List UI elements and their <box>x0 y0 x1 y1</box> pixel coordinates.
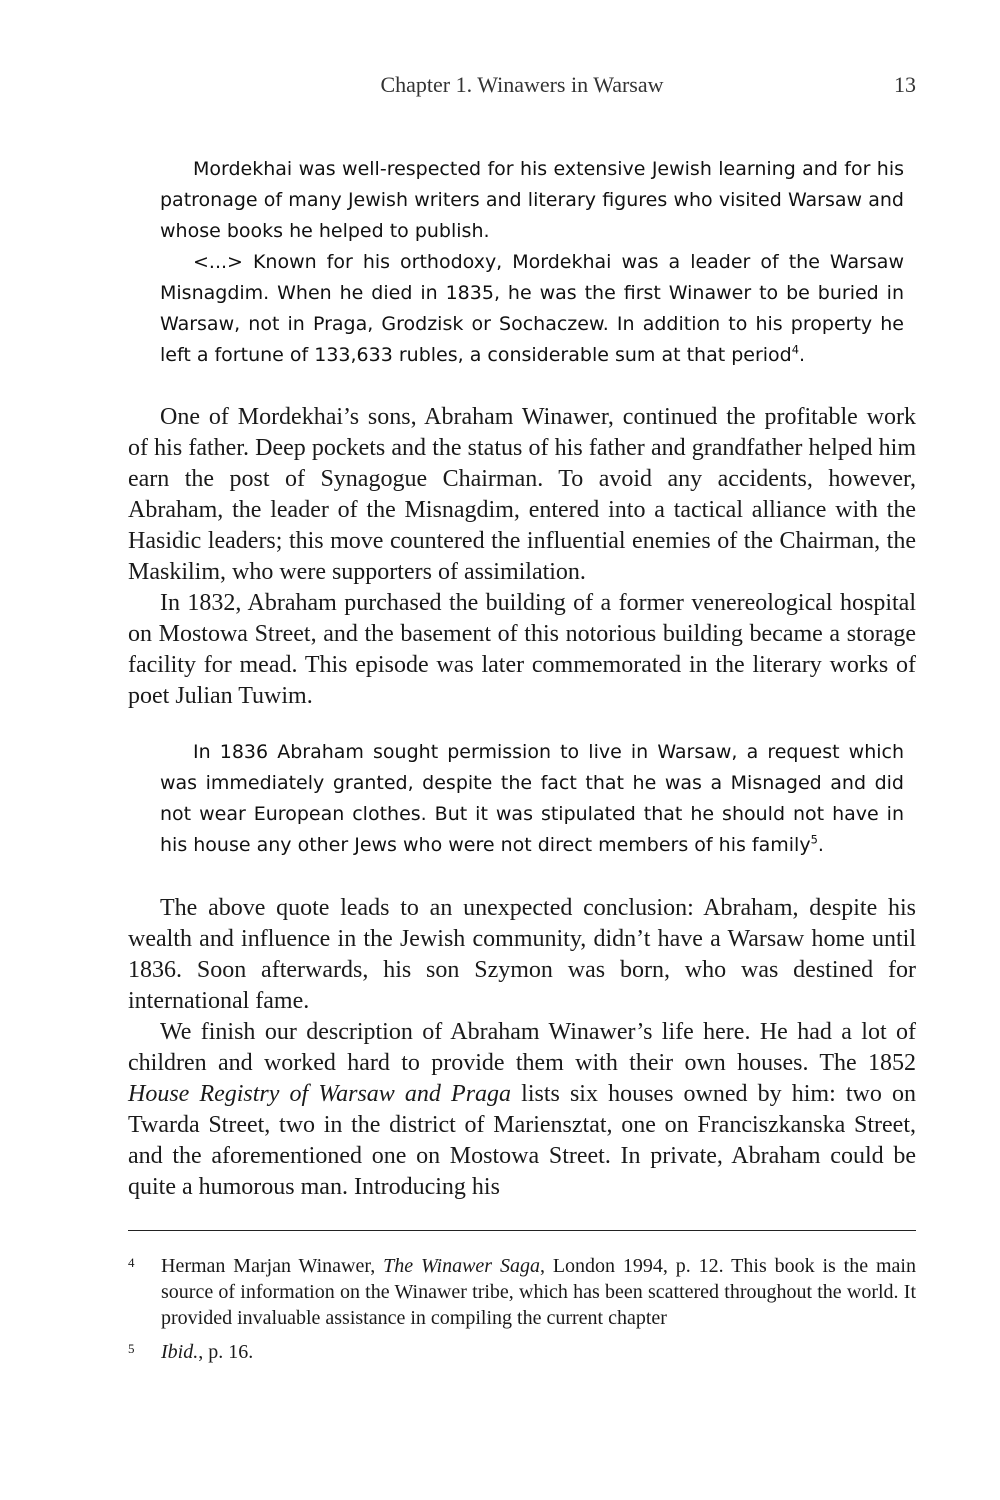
footnote-mark: 4 <box>128 1255 135 1270</box>
footnote-book-title: The Winawer Saga <box>383 1255 540 1277</box>
footnote-mark: 5 <box>128 1341 135 1356</box>
body-text: We finish our description of Abraham Winawer’s life here. He had a lot of children and worked hard to provide them with their own houses. The 1852 <box>128 1019 916 1076</box>
page-number: 13 <box>894 72 916 97</box>
footnote-text: Herman Marjan Winawer, <box>161 1255 384 1277</box>
quote-text-end: . <box>798 344 806 366</box>
body-paragraph: One of Mordekhai’s sons, Abraham Winawer, continued the profitable work of his father. Deep pockets and the status of his father and grandfather helped him earn the post of Synagogue Chairman. To avoid any accidents, however, Abraham, the leader of the Misnagdim, entered into a tactical alliance with the Hasidic leaders; this move countered the influential enemies of the Chairman, the Maskilim, who were supporters of assimilation. <box>128 404 916 585</box>
footnote-text: , London 1994, p. 12. This book is the main source of information on the Winawer tribe, which has been scattered throughout the world. It provided invaluable assistance in compiling the current chapter <box>161 1255 916 1329</box>
quote-paragraph <box>160 247 904 371</box>
quote-text: <...> Known for his orthodoxy, Mordekhai was a leader of the Warsaw Misnagdim. When he died in 1835, he was the first Winawer to be buried in Warsaw, not in Praga, Grodzisk or Sochaczew. In addition to his property he left a fortune of 133,633 rubles, a considerable sum at that period <box>160 251 904 366</box>
quote-text: Mordekhai was well-respected for his extensive Jewish learning and for his patronage of many Jewish writers and literary figures who visited Warsaw and whose books he helped to publish. <box>160 158 904 242</box>
quote-text-end: . <box>817 834 824 856</box>
block-quote-mordekhai <box>160 154 904 371</box>
quote-text: In 1836 Abraham sought permission to live in Warsaw, a request which was immediately granted, despite the fact that he was a Misnaged and did not wear European clothes. But it was stipulated that he should not have in his house any other Jews who were not direct members of his family <box>160 741 904 856</box>
quote-paragraph <box>160 737 904 861</box>
running-title: Chapter 1. Winawers in Warsaw <box>380 72 664 97</box>
footnote-4 <box>128 1253 916 1331</box>
body-text: lists six houses owned by him: two on Twarda Street, two in the district of Mariensztat, one on Franciszkanska Street, and the aforementioned one on Mostowa Street. In private, Abraham could be quite a humorous man. Introducing his <box>128 1081 917 1200</box>
footnote-text: , p. 16. <box>198 1341 254 1363</box>
block-quote-abraham <box>160 737 904 861</box>
body-paragraph: The above quote leads to an unexpected conclusion: Abraham, despite his wealth and influence in the Jewish community, didn’t have a Warsaw home until 1836. Soon afterwards, his son Szymon was born, who was destined for international fame. <box>128 895 916 1014</box>
footnote-ref-4[interactable]: 4 <box>791 342 799 357</box>
footnote-5 <box>128 1339 916 1365</box>
body-text-section-2 <box>128 893 916 1203</box>
footnotes <box>128 1253 916 1373</box>
body-paragraph: In 1832, Abraham purchased the building of a former venereological hospital on Mostowa Street, and the basement of this notorious building became a storage facility for mead. This episode was later commemorated in the literary works of poet Julian Tuwim. <box>128 590 916 709</box>
footnote-separator <box>128 1230 916 1231</box>
quote-paragraph <box>160 154 904 247</box>
book-title: House Registry of Warsaw and Praga <box>128 1081 512 1107</box>
body-paragraph <box>128 1017 916 1203</box>
footnote-ref-5[interactable]: 5 <box>810 832 818 847</box>
running-header <box>128 72 916 106</box>
body-text-section-1 <box>128 402 916 712</box>
footnote-ibid: Ibid. <box>161 1341 199 1363</box>
